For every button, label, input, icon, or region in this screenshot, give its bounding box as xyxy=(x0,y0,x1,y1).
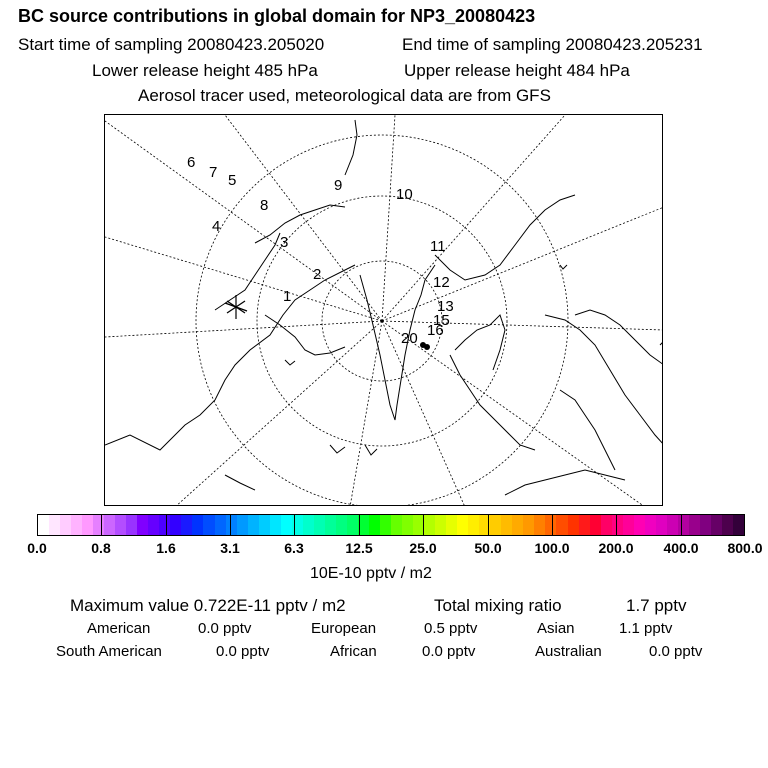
color-swatch xyxy=(60,515,71,535)
region-african-name: African xyxy=(330,643,377,660)
color-swatch xyxy=(115,515,126,535)
color-scale-tick-label: 1.6 xyxy=(156,540,176,556)
color-swatch xyxy=(369,515,380,535)
color-scale-tick xyxy=(423,514,424,536)
color-swatch xyxy=(226,515,237,535)
color-swatch xyxy=(645,515,656,535)
trajectory-labels xyxy=(187,154,454,347)
color-scale-unit: 10E-10 pptv / m2 xyxy=(310,565,432,582)
color-swatch xyxy=(38,515,49,535)
color-swatch xyxy=(237,515,248,535)
polar-map xyxy=(104,114,663,506)
start-time-label: Start time of sampling 20080423.205020 xyxy=(18,35,325,54)
color-swatch xyxy=(148,515,159,535)
color-swatch xyxy=(192,515,203,535)
max-value-label: Maximum value 0.722E-11 pptv / m2 xyxy=(70,596,346,615)
upper-release-label: Upper release height 484 hPa xyxy=(404,61,630,80)
color-swatch xyxy=(623,515,634,535)
color-swatch xyxy=(556,515,567,535)
color-swatch xyxy=(248,515,259,535)
color-scale-tick-label: 12.5 xyxy=(345,540,373,556)
color-swatch xyxy=(270,515,281,535)
color-swatch xyxy=(259,515,270,535)
color-swatch xyxy=(391,515,402,535)
color-scale-tick-label: 25.0 xyxy=(409,540,437,556)
color-scale-tick xyxy=(359,514,360,536)
traj-label-3: 3 xyxy=(280,234,289,251)
traj-label-20: 20 xyxy=(401,330,418,347)
traj-label-1: 1 xyxy=(283,288,292,305)
color-swatch xyxy=(424,515,435,535)
color-swatch xyxy=(512,515,523,535)
color-scale-tick xyxy=(294,514,295,536)
color-swatch xyxy=(501,515,512,535)
plot-title: BC source contributions in global domain for NP3_20080423 xyxy=(18,6,536,26)
color-scale-tick-label: 0.0 xyxy=(27,540,47,556)
color-swatch xyxy=(457,515,468,535)
traj-label-4: 4 xyxy=(212,218,221,235)
color-scale-tick xyxy=(552,514,553,536)
color-swatch xyxy=(711,515,722,535)
traj-label-6: 6 xyxy=(187,154,196,171)
color-scale-bar xyxy=(37,514,745,536)
color-swatch xyxy=(82,515,93,535)
color-scale-tick xyxy=(681,514,682,536)
color-swatch xyxy=(700,515,711,535)
region-european-name: European xyxy=(311,620,377,637)
end-time-label: End time of sampling 20080423.205231 xyxy=(402,35,703,54)
color-swatch xyxy=(159,515,170,535)
color-swatch xyxy=(303,515,314,535)
color-swatch xyxy=(579,515,590,535)
color-swatch xyxy=(314,515,325,535)
color-scale-tick-label: 100.0 xyxy=(534,540,570,556)
region-asian-name: Asian xyxy=(537,620,575,637)
color-swatch xyxy=(104,515,115,535)
color-swatch xyxy=(380,515,391,535)
color-swatch xyxy=(689,515,700,535)
total-mixing-value: 1.7 pptv xyxy=(626,596,687,615)
coastlines xyxy=(105,120,663,495)
color-swatch xyxy=(71,515,82,535)
color-scale-tick xyxy=(101,514,102,536)
map-svg xyxy=(105,115,663,506)
color-swatch xyxy=(601,515,612,535)
color-swatch xyxy=(336,515,347,535)
color-scale-tick-label: 3.1 xyxy=(220,540,240,556)
region-australian-name: Australian xyxy=(535,643,602,660)
color-scale-tick xyxy=(166,514,167,536)
color-swatch xyxy=(93,515,104,535)
color-swatch xyxy=(733,515,744,535)
color-swatch xyxy=(446,515,457,535)
traj-label-5: 5 xyxy=(228,172,237,189)
region-african-value: 0.0 pptv xyxy=(422,643,476,660)
color-swatch xyxy=(215,515,226,535)
color-swatch xyxy=(490,515,501,535)
color-swatch xyxy=(347,515,358,535)
traj-label-15: 15 xyxy=(433,312,450,329)
color-swatch xyxy=(545,515,556,535)
graticule xyxy=(105,115,663,506)
color-swatch xyxy=(181,515,192,535)
region-australian-value: 0.0 pptv xyxy=(649,643,703,660)
traj-label-8: 8 xyxy=(260,197,269,214)
traj-label-9: 9 xyxy=(334,177,343,194)
color-swatch xyxy=(523,515,534,535)
color-swatch xyxy=(722,515,733,535)
color-scale-tick-label: 800.0 xyxy=(727,540,763,556)
color-swatch xyxy=(590,515,601,535)
total-mixing-label: Total mixing ratio xyxy=(434,596,562,615)
color-swatch xyxy=(126,515,137,535)
color-swatch xyxy=(612,515,623,535)
color-swatch xyxy=(49,515,60,535)
color-swatch xyxy=(203,515,214,535)
tracer-note: Aerosol tracer used, meteorological data are from GFS xyxy=(138,86,551,105)
color-swatch xyxy=(678,515,689,535)
lower-release-label: Lower release height 485 hPa xyxy=(92,61,318,80)
color-scale-tick xyxy=(230,514,231,536)
color-swatch xyxy=(402,515,413,535)
color-scale-tick xyxy=(616,514,617,536)
color-scale-tick-label: 50.0 xyxy=(474,540,502,556)
color-swatch xyxy=(634,515,645,535)
traj-label-7: 7 xyxy=(209,164,218,181)
color-scale-tick-label: 200.0 xyxy=(598,540,634,556)
traj-label-2: 2 xyxy=(313,266,322,283)
color-scale-tick-label: 400.0 xyxy=(663,540,699,556)
color-scale-tick xyxy=(488,514,489,536)
color-swatch xyxy=(281,515,292,535)
region-american-value: 0.0 pptv xyxy=(198,620,252,637)
color-swatch xyxy=(435,515,446,535)
color-swatch xyxy=(170,515,181,535)
traj-label-11: 11 xyxy=(430,238,446,255)
traj-label-10: 10 xyxy=(396,186,413,203)
traj-label-16: 16 xyxy=(427,322,444,339)
color-scale-tick-label: 0.8 xyxy=(91,540,111,556)
traj-label-13: 13 xyxy=(437,298,454,315)
region-american-name: American xyxy=(87,620,151,637)
asterisk-release-point xyxy=(225,295,247,319)
color-swatch xyxy=(656,515,667,535)
color-swatch xyxy=(468,515,479,535)
region-european-value: 0.5 pptv xyxy=(424,620,478,637)
traj-label-12: 12 xyxy=(433,274,450,291)
region-south-american-value: 0.0 pptv xyxy=(216,643,270,660)
color-swatch xyxy=(325,515,336,535)
color-swatch xyxy=(667,515,678,535)
region-asian-value: 1.1 pptv xyxy=(619,620,673,637)
color-swatch xyxy=(534,515,545,535)
color-scale-tick-label: 6.3 xyxy=(284,540,304,556)
region-south-american-name: South American xyxy=(56,643,162,660)
color-swatch xyxy=(568,515,579,535)
color-swatch xyxy=(137,515,148,535)
